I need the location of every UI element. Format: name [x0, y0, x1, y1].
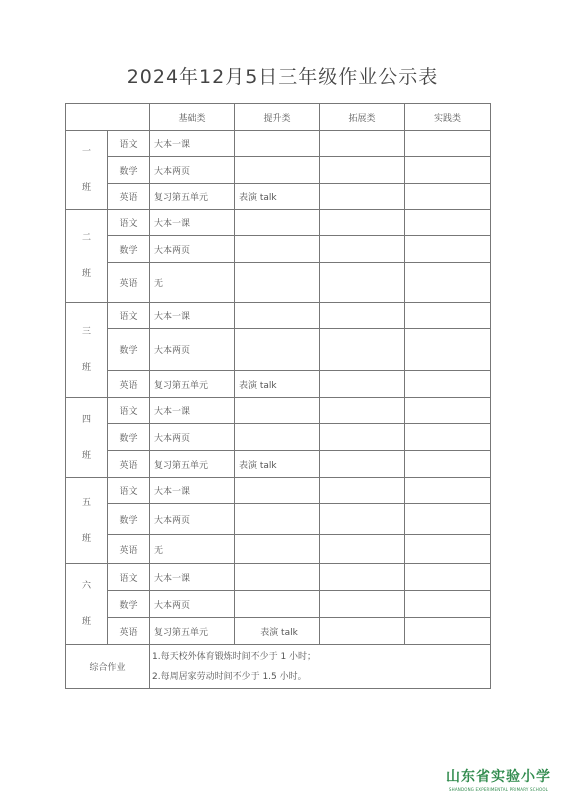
header-advance: 提升类 [235, 104, 320, 131]
subject-cell: 语文 [108, 478, 150, 504]
advance-cell [235, 303, 320, 329]
extend-cell [320, 236, 405, 263]
advance-cell: 表演 talk [235, 618, 320, 645]
header-practice: 实践类 [405, 104, 491, 131]
table-row [66, 371, 491, 398]
header-extend: 拓展类 [320, 104, 405, 131]
comprehensive-row [66, 645, 491, 689]
basic-cell: 大本两页 [150, 591, 235, 618]
comprehensive-line-2: 2.每周居家劳动时间不少于 1.5 小时。 [152, 671, 307, 682]
extend-cell [320, 478, 405, 504]
practice-cell [405, 478, 491, 504]
practice-cell [405, 535, 491, 564]
extend-cell [320, 329, 405, 371]
subject-cell: 数学 [108, 329, 150, 371]
header-row [66, 104, 491, 131]
basic-cell: 大本一课 [150, 210, 235, 236]
subject-cell: 语文 [108, 210, 150, 236]
basic-cell: 大本两页 [150, 424, 235, 451]
extend-cell [320, 451, 405, 478]
table-row [66, 184, 491, 210]
basic-cell: 大本一课 [150, 564, 235, 591]
subject-cell: 语文 [108, 564, 150, 591]
table-row [66, 564, 491, 591]
table-row [66, 303, 491, 329]
advance-cell [235, 398, 320, 424]
subject-cell: 英语 [108, 535, 150, 564]
school-logo-cn: 山东省实验小学 [446, 769, 551, 785]
subject-cell: 语文 [108, 398, 150, 424]
extend-cell [320, 398, 405, 424]
extend-cell [320, 424, 405, 451]
page-title: 2024年12月5日三年级作业公示表 [126, 66, 439, 88]
extend-cell [320, 591, 405, 618]
advance-cell [235, 424, 320, 451]
practice-cell [405, 263, 491, 303]
subject-cell: 数学 [108, 236, 150, 263]
subject-cell: 数学 [108, 504, 150, 535]
table-row [66, 424, 491, 451]
advance-cell [235, 157, 320, 184]
table-row [66, 535, 491, 564]
subject-cell: 英语 [108, 618, 150, 645]
basic-cell: 复习第五单元 [150, 618, 235, 645]
practice-cell [405, 236, 491, 263]
advance-cell [235, 210, 320, 236]
extend-cell [320, 210, 405, 236]
advance-cell: 表演 talk [235, 184, 320, 210]
practice-cell [405, 157, 491, 184]
subject-cell: 语文 [108, 303, 150, 329]
subject-cell: 英语 [108, 371, 150, 398]
subject-cell: 英语 [108, 184, 150, 210]
basic-cell: 大本两页 [150, 504, 235, 535]
advance-cell [235, 329, 320, 371]
advance-cell [235, 504, 320, 535]
practice-cell [405, 303, 491, 329]
practice-cell [405, 618, 491, 645]
basic-cell: 大本一课 [150, 398, 235, 424]
basic-cell: 大本两页 [150, 329, 235, 371]
header-corner [66, 104, 150, 131]
class-label: 四 班 [66, 398, 108, 478]
practice-cell [405, 564, 491, 591]
practice-cell [405, 451, 491, 478]
subject-cell: 数学 [108, 591, 150, 618]
extend-cell [320, 618, 405, 645]
advance-cell: 表演 talk [235, 371, 320, 398]
practice-cell [405, 371, 491, 398]
practice-cell [405, 184, 491, 210]
extend-cell [320, 131, 405, 157]
basic-cell: 复习第五单元 [150, 371, 235, 398]
extend-cell [320, 535, 405, 564]
practice-cell [405, 210, 491, 236]
table-row [66, 263, 491, 303]
extend-cell [320, 371, 405, 398]
table-row [66, 504, 491, 535]
basic-cell: 无 [150, 263, 235, 303]
class-label: 二 班 [66, 210, 108, 303]
advance-cell [235, 478, 320, 504]
table-row [66, 157, 491, 184]
comprehensive-content [150, 645, 491, 689]
table-row [66, 210, 491, 236]
school-logo [446, 766, 551, 792]
subject-cell: 英语 [108, 263, 150, 303]
basic-cell: 大本一课 [150, 303, 235, 329]
comprehensive-line-1: 1.每天校外体育锻炼时间不少于 1 小时； [152, 651, 317, 662]
extend-cell [320, 157, 405, 184]
basic-cell: 大本两页 [150, 236, 235, 263]
subject-cell: 英语 [108, 451, 150, 478]
practice-cell [405, 398, 491, 424]
table-row [66, 618, 491, 645]
basic-cell: 大本一课 [150, 131, 235, 157]
school-logo-en: SHANDONG EXPERIMENTAL PRIMARY SCHOOL [448, 787, 549, 792]
practice-cell [405, 504, 491, 535]
subject-cell: 数学 [108, 424, 150, 451]
basic-cell: 无 [150, 535, 235, 564]
table-row [66, 478, 491, 504]
advance-cell [235, 591, 320, 618]
extend-cell [320, 303, 405, 329]
extend-cell [320, 184, 405, 210]
class-label: 三 班 [66, 303, 108, 398]
table-row [66, 451, 491, 478]
subject-cell: 数学 [108, 157, 150, 184]
advance-cell [235, 236, 320, 263]
advance-cell [235, 564, 320, 591]
subject-cell: 语文 [108, 131, 150, 157]
extend-cell [320, 564, 405, 591]
practice-cell [405, 591, 491, 618]
advance-cell [235, 131, 320, 157]
basic-cell: 大本一课 [150, 478, 235, 504]
practice-cell [405, 131, 491, 157]
class-label: 五 班 [66, 478, 108, 564]
class-label: 一 班 [66, 131, 108, 210]
extend-cell [320, 263, 405, 303]
table-row [66, 398, 491, 424]
class-label: 六 班 [66, 564, 108, 645]
practice-cell [405, 329, 491, 371]
advance-cell [235, 535, 320, 564]
advance-cell [235, 263, 320, 303]
table-row [66, 591, 491, 618]
basic-cell: 大本两页 [150, 157, 235, 184]
practice-cell [405, 424, 491, 451]
table-row [66, 131, 491, 157]
table-row [66, 329, 491, 371]
comprehensive-label: 综合作业 [66, 645, 150, 689]
header-basic: 基础类 [150, 104, 235, 131]
basic-cell: 复习第五单元 [150, 451, 235, 478]
advance-cell: 表演 talk [235, 451, 320, 478]
table-row [66, 236, 491, 263]
extend-cell [320, 504, 405, 535]
homework-table [65, 103, 491, 689]
basic-cell: 复习第五单元 [150, 184, 235, 210]
